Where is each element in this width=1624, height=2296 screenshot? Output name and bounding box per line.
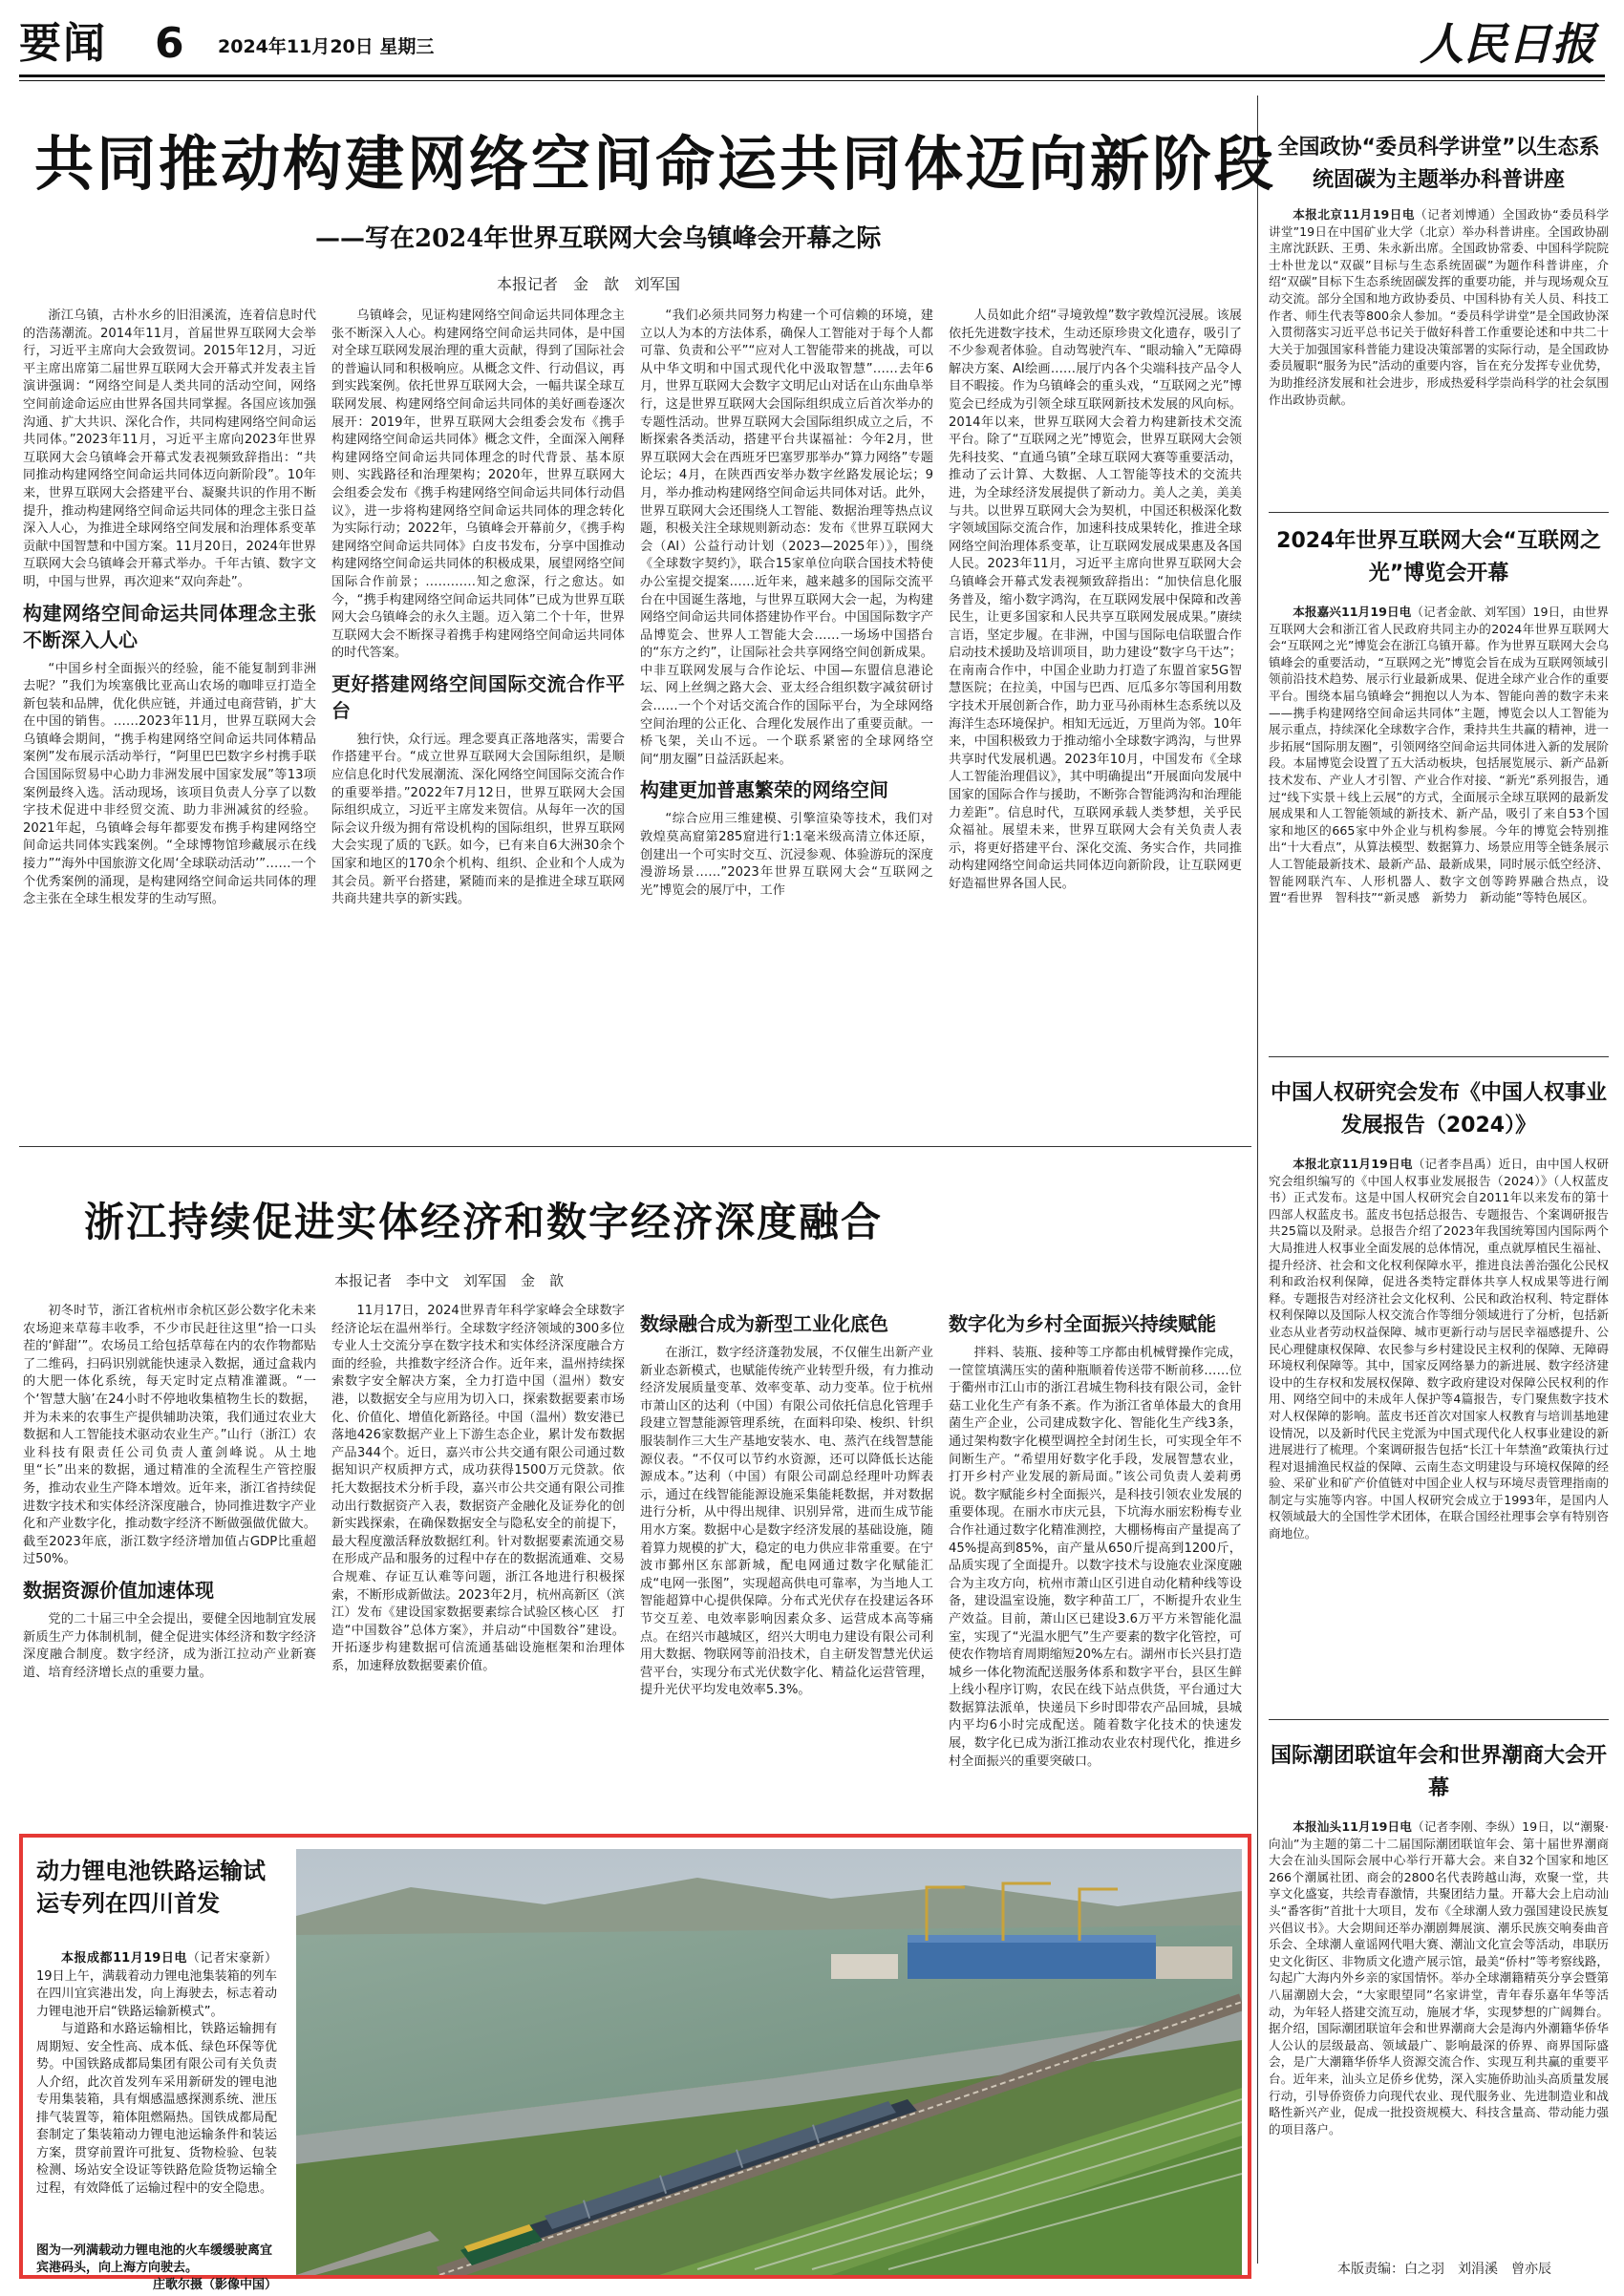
- article2-headline: 浙江持续促进实体经济和数字经济深度融合: [84, 1199, 884, 1245]
- caption-text: 图为一列满载动力锂电池的火车缓缓驶离宜宾港码头，向上海方向驶去。: [36, 2243, 273, 2275]
- paragraph: 与道路和水路运输相比，铁路运输拥有周期短、安全性高、成本低、绿色环保等优势。中国铁路成都局集团有限公司有关负责人介绍，此次首发列车采用新研发的锂电池专用集装箱，具有烟感温感探测系统、泄压排气装置等，箱体阻燃隔热。国铁成都局配套制定了集装箱动力锂电池运输条件和装运方案，贯穿前置许可批复、货物检验、包装检测、场站安全设证等铁路危险货物运输全过程，有效降低了运输过程中的安全隐患。: [36, 2022, 277, 2196]
- right-column-rule: [1269, 1719, 1609, 1720]
- article1-headline: 共同推动构建网络空间命运共同体迈向新阶段: [34, 129, 1277, 199]
- paragraph-text: （记者李刚、李纵）19日，以“潮聚·向汕”为主题的第二十二届国际潮团联谊年会、第十届世界潮商大会在汕头国际会展中心举行开幕大会。来自32个国家和地区266个潮属社团、商会的2800名代表跨越山海，欢聚一堂，共享文化盛宴，共绘青春激情，共聚团结力量。开幕大会上启动汕头“番客街”首批十大项目，发布《全球潮人致力强国建设民族复兴倡议书》。大会期间还举办潮剧舞展演、潮乐民族交响奏曲音乐会、全球潮人童谣网代唱大赛、潮汕文化宣会等活动，串联历史文化街区、非物质文化遗产展示馆，最美“侨村”等考察线路，勾起广大海内外乡亲的家国情怀。举办全球潮籍精英分享会暨第八届潮剧大会，“大家眼望同”名家讲堂，青年春乐嘉年华等活动，为年轻人搭建交流互动，施展才华，实现梦想的广阔舞台。据介绍，国际潮团联谊年会和世界潮商大会是海内外潮籍华侨华人公认的层级最高、领域最广、影响最深的侨界、商界国际盛会，是广大潮籍华侨华人资源交流合作、实现互利共赢的重要平台。近年来，汕头立足侨乡优势，深入实施侨助汕头高质量发展行动，引导侨资侨力向现代农业、现代服务业、先进制造业和战略性新兴产业，促成一批投资规模大、科技含量高、带动能力强的项目落户。: [1269, 1819, 1609, 2137]
- article1-column: [23, 308, 316, 1129]
- paper-logo: 人民日报: [1420, 18, 1595, 70]
- photo-credit: 庄歌尔摄（影像中国）: [152, 2278, 277, 2292]
- paragraph: [36, 1950, 277, 2021]
- paragraph: 乌镇峰会，见证构建网络空间命运共同体理念主张不断深入人心。构建网络空间命运共同体，是中国对全球互联网发展治理的重大贡献，得到了国际社会的普遍认同和积极响应。从概念文件、行动倡议，再到实践案例。依托世界互联网大会，一幅共谋全球互联网发展、构建网络空间命运共同体的美好画卷逐次展开：2019年，世界互联网大会组委会发布《携手构建网络空间命运共同体》概念文件，全面深入阐释构建网络空间命运共同体理念的时代背景、基本原则、实践路径和治理架构；2020年，世界互联网大会组委会发布《携手构建网络空间命运共同体行动倡议》，进一步将构建网络空间命运共同体的理念转化为实际行动；2022年，乌镇峰会开幕前夕，《携手构建网络空间命运共同体》白皮书发布，分享中国推动构建网络空间命运共同体的积极成果，展望网络空间国际合作前景；…………知之愈深，行之愈达。如今，“携手构建网络空间命运共同体”已成为世界互联网大会乌镇峰会的永久主题。迈入第二个十年，世界互联网大会不断探寻着携手构建网络空间命运共同体的时代答案。: [331, 308, 625, 661]
- paragraph: 初冬时节，浙江省杭州市余杭区彭公数字化未来农场迎来草莓丰收季，不少市民赶往这里“拾一口头茬的‘鲜甜’”。农场员工给包括草莓在内的农作物都贴了二维码，扫码识别就能快速录入数据，通过盒栽内的大肥一体化系统，每天定时定点精准灌溉。“一个‘智慧大脑’在24小时不停地收集植物生长的数据，并为未来的农事生产提供辅助决策，我们通过农业大数据和人工智能技术驱动农业生产。”山行（浙江）农业科技有限责任公司负责人董剑峰说。从土地里“长”出来的数据，通过精准的全流程生产管控服务，推动农业生产降本增效。近年来，浙江省持续促进数字技术和实体经济深度融合，协同推进数字产业化和产业数字化，推动数字经济不断做强做优做大。截至2023年底，浙江数字经济增加值占GDP比重超过50%。: [23, 1304, 316, 1567]
- paragraph: 11月17日，2024世界青年科学家峰会全球数字经济论坛在温州举行。全球数字经济领域的300多位专业人士交流分享在数字技术和实体经济深度融合方面的经验，共推数字经济合作。近年来，温州持续探索数字安全解决方案，全力打造中国（温州）数安港，以数据安全与应用为切入口，探索数据要素市场化、价值化、增值化新路径。中国（温州）数安港已落地426家数据产业上下游生态企业，累计发布数据产品344个。近日，嘉兴市公共交通有限公司通过数据知识产权质押方式，成功获得1500万元贷款。依托大数据技术分析手段，嘉兴市公共交通有限公司推动出行数据资产入表，数据资产金融化及证券化的创新实践探索，在确保数据安全与隐私安全的前提下，最大程度激活释放数据红利。针对数据要素流通交易在形成产品和服务的过程中存在的数据流通难、交易合规难、存证互认难等问题，浙江各地进行积极探索，不断形成新做法。2023年2月，杭州高新区（滨江）发布《建设国家数据要素综合试验区核心区 打造“中国数谷”总体方案》，并启动“中国数谷”建设。开拓逐步构建数据可信流通基础设施框架和治理体系，加速释放数据要素价值。: [331, 1304, 625, 1673]
- paragraph: 独行快，众行远。理念要真正落地落实，需要合作搭建平台。“成立世界互联网大会国际组织，是顺应信息化时代发展潮流、深化网络空间国际交流合作的重要举措。”2022年7月12日，世界互联网大会国际组织成立，习近平主席发来贺信。从每年一次的国际会议升级为拥有常设机构的国际组织，世界互联网大会实现了质的飞跃。如今，已有来自6大洲30余个国家和地区的170余个机构、组织、企业和个人成为其会员。新平台搭建，紧随而来的是推进全球互联网共商共建共享的新实践。: [331, 732, 625, 907]
- paragraph: 党的二十届三中全会提出，要健全因地制宜发展新质生产力体制机制，健全促进实体经济和数字经济深度融合制度。数字经济，成为浙江拉动产业新赛道、培育经济增长点的重要力量。: [23, 1611, 316, 1680]
- article2-byline: 本报记者 李中文 刘军国 金 歆: [334, 1272, 565, 1289]
- article2-body: [23, 1303, 1242, 1799]
- article2-column: [640, 1303, 933, 1799]
- masthead-rule-thin: [19, 80, 1605, 81]
- article2-column: [23, 1303, 316, 1799]
- paragraph: 浙江乌镇，古朴水乡的旧泪溪流，连着信息时代的浩荡潮流。2014年11月，首届世界互联网大会举行，习近平主席向大会致贺词。2015年12月，习近平主席出席第二届世界互联网大会开幕式并发表主旨演讲强调：“网络空间是人类共同的活动空间，网络空间前途命运应由世界各国共同掌握。各国应该加强沟通、扩大共识、深化合作，共同构建网络空间命运共同体。”2023年11月，习近平主席向2023年世界互联网大会乌镇峰会开幕式发表视频致辞指出：“共同推动构建网络空间命运共同体迈向新阶段”。10年来，世界互联网大会搭建平台、凝聚共识的作用不断提升，推动构建网络空间命运共同体的理念主张日益深入人心，为推进全球网络空间发展和治理体系变革贡献中国智慧和中国方案。11月20日，2024年世界互联网大会乌镇峰会开幕式举办。千年古镇、数字文明，中国与世界，再次迎来“双向奔赴”。: [23, 308, 316, 589]
- right-article-headline: 2024年世界互联网大会“互联网之光”博览会开幕: [1276, 529, 1601, 585]
- reporter: （记者宋豪新）: [186, 1951, 277, 1966]
- paragraph: 在浙江，数字经济蓬勃发展，不仅催生出新产业新业态新模式，也赋能传统产业转型升级，有力推动经济发展质量变革、效率变革、动力变革。位于杭州市萧山区的达利（中国）有限公司依托信息化管理手段建立智慧能源管理系统，在面料印染、梭织、针织服装制作三大生产基地安装水、电、蒸汽在线智慧能源仪表。“不仅可以节约水资源，还可以降低长达能源成本。”达利（中国）有限公司副总经理叶功辉表示，通过在线智能能源设施采集能耗数据，并对数据进行分析，从中得出规律、识别异常，进而生成节能用水方案。数据中心是数字经济发展的基础设施，随着算力规模的扩大，稳定的电力供应非常重要。在宁波市鄞州区东部新城，配电网通过数字化赋能汇成“电网一张图”，实现超高供电可靠率，为当地人工智能超算中心提供保障。分布式光伏存在投建运各环节交互差、电效率影响因素众多、运营成本高等痛点。在绍兴市越城区，绍兴大明电力建设有限公司利用大数据、物联网等前沿技术，自主研发智慧光伏运营平台，实现分布式光伏数字化、精益化运营管理，提升光伏平均发电效率5.3%。: [640, 1346, 933, 1698]
- article1-subhead: 构建更加普惠繁荣的网络空间: [640, 778, 888, 802]
- train-photo-illustration: [296, 1849, 1242, 2275]
- masthead: [19, 17, 1605, 76]
- paragraph: [1269, 1818, 1609, 2137]
- masthead-rule: [19, 74, 1605, 77]
- right-article-text: [1269, 1156, 1609, 1542]
- paragraph: [1269, 206, 1609, 408]
- article1-column: [331, 308, 625, 1129]
- right-article-text: [1269, 206, 1609, 408]
- right-article-headline: 全国政协“委员科学讲堂”以生态系统固碳为主题举办科普讲座: [1277, 136, 1600, 192]
- article2-column: [331, 1303, 625, 1799]
- photo-news-headline: 动力锂电池铁路运输试运专列在四川首发: [36, 1858, 266, 1917]
- paragraph-text: （记者李昌禹）近日，由中国人权研究会组织编写的《中国人权事业发展报告（2024）》（人权蓝皮书）正式发布。这是中国人权研究会自2011年以来发布的第十四部人权蓝皮书。蓝皮书包括总报告、专题报告、个案调研报告共25篇以及附录。总报告介绍了2023年我国统筹国内国际两个大局推进人权事业全面发展的总体情况，重点就厚植民生福祉、提升经济、社会和文化权利保障水平，推进良法善治强化公民权利和政治权利保障，促进各类特定群体共享人权成果等进行阐释。专题报告对经济社会文化权利、公民和政治权利、特定群体权利保障以及国际人权交流合作等细分领域进行了分析，包括新业态从业者劳动权益保障、城市更新行动与居民幸福感提升、公民心理健康权保障、农民参与乡村建设民主权利的保障、无障碍环境权利保障等。其中，国家反网络暴力的新进展、数字经济建设中的生存权和发展权保障、数字政府建设对保障公民权利的作用、网络空间中的未成年人保护等4篇报告，专门聚焦数字技术对人权保障的影响。蓝皮书还首次对国家人权教育与培训基地建设情况，以及新时代民主党派为中国式现代化人权事业建设的新进展进行了梳理。个案调研报告包括“长江十年禁渔”政策执行过程对退捕渔民权益的保障、云南生态文明建设与环境权保障的经验、采矿业和矿产价值链对中国企业人权与环境尽责管理指南的制定与实施等内容。中国人权研究会成立于1993年，是国内人权领域最大的全国性学术团体，在联合国经社理事会享有特别咨商地位。: [1269, 1157, 1609, 1541]
- dateline: 本报汕头11月19日电: [1293, 1819, 1413, 1834]
- right-article-4: [1269, 1740, 1609, 2137]
- column-divider: [1257, 96, 1258, 2264]
- right-column-rule: [1269, 512, 1609, 513]
- article2-subhead: 数绿融合成为新型工业化底色: [640, 1312, 888, 1335]
- paragraph: “中国乡村全面振兴的经验，能不能复制到非洲去呢？”我们为埃塞俄比亚高山农场的咖啡豆打造全新包装和品牌，优化供应链，并通过电商营销，扩大在中国的销售。……2023年11月，世界互联网大会乌镇峰会期间，“携手构建网络空间命运共同体精品案例”发布展示活动举行，“阿里巴巴数字乡村携手联合国国际贸易中心助力非洲发展中国家发展”等13项案例最终入选。活动现场，该项目负责人分享了以数字技术促进中非经贸交流、助力非洲减贫的经验。2021年起，乌镇峰会每年都要发布携手构建网络空间命运共同体实践案例。“全球博物馆珍藏展示在线接力”“海外中国旅游文化周‘全球联动活动’”……一个个优秀案例的涌现，是构建网络空间命运共同体的理念主张在全球生根发芽的生动写照。: [23, 661, 316, 907]
- section-name: 要闻: [19, 19, 107, 68]
- dateline: 本报北京11月19日电: [1293, 1157, 1413, 1171]
- paragraph: [1269, 1156, 1609, 1542]
- page-number: 6: [155, 19, 184, 68]
- right-article-1: [1269, 132, 1609, 408]
- paragraph-text: （记者刘博通）全国政协“委员科学讲堂”19日在中国矿业大学（北京）举办科普讲座。全国政协副主席沈跃跃、王勇、朱永新出席。全国政协常委、中国科学院院士朴世龙以“双碳”目标与生态系统固碳”为题作科普讲座，介绍“双碳”目标下生态系统固碳发挥的重要功能，并与现场观众互动交流。部分全国和地方政协委员、中国科协有关人员、科技工作者、师生代表等800余人参加。“委员科学讲堂”是全国政协深入贯彻落实习近平总书记关于做好科普工作重要论述和中共二十大关于加强国家科普能力建设决策部署的实际行动，是全国政协委员履职“服务为民”活动的重要内容，旨在充分发挥专业优势，为助推经济发展和社会进步，形成热爱科学崇尚科学的社会氛围作出政协贡献。: [1269, 207, 1609, 407]
- paragraph-text: （记者金歆、刘军国）19日，由世界互联网大会和浙江省人民政府共同主办的2024年世界互联网大会“互联网之光”博览会在浙江乌镇开幕。作为世界互联网大会乌镇峰会的重要活动，“互联网之光”博览会旨在成为互联网领域引领前沿技术趋势、展示行业最新成果、促进全球产业合作的重要平台。围绕本届乌镇峰会“拥抱以人为本、智能向善的数字未来——携手构建网络空间命运共同体”主题，博览会以人工智能为展示重点，持续深化全球数字合作，秉持共生共赢的精神，进一步拓展“国际朋友圈”，引领网络空间命运共同体进入新的发展阶段。本届博览会设置了五大活动板块，包括展览展示、新产品新技术发布、产业人才引智、产业合作对接、“新光”系列报告，通过“线下实景＋线上云展”的方式，全面展示全球互联网的最新发展成果和人工智能领域的新技术、新产品，吸引了来自53个国家和地区的665家中外企业与机构参展。今年的博览会特别推出“十大看点”，从算法模型、数据算力、场景应用等全链条展示人工智能最新技术、最新产品、最新成果，同时展示低空经济、智能网联汽车、人形机器人、数字文创等跨界融合热点，设置“看世界 智科技”“新灵感 新势力 新动能”等特色展区。: [1269, 605, 1609, 905]
- article1-subtitle: ——写在2024年世界互联网大会乌镇峰会开幕之际: [315, 224, 882, 253]
- right-column-rule: [1269, 1056, 1609, 1057]
- article1-column: [949, 308, 1242, 1129]
- right-article-headline: 中国人权研究会发布《中国人权事业发展报告（2024）》: [1270, 1081, 1607, 1137]
- page-editor-credit: 本版责编：白之羽 刘涓溪 曾亦辰: [1337, 2262, 1551, 2277]
- right-article-text: [1269, 1818, 1609, 2137]
- issue-date: 2024年11月20日 星期三: [218, 36, 435, 57]
- article1-column: [640, 308, 933, 1129]
- dateline: 本报成都11月19日电: [61, 1951, 187, 1966]
- paragraph: [1269, 604, 1609, 906]
- article1-subhead: 更好搭建网络空间国际交流合作平台: [331, 671, 625, 722]
- paragraph: “综合应用三维建模、引擎渲染等技术，我们对敦煌莫高窟第285窟进行1:1毫米级高清立体还原，创建出一个可实时交互、沉浸参观、体验游玩的深度漫游场景……”2023年世界互联网大会“互联网之光”博览会的展厅中，工作: [640, 812, 933, 898]
- photo-caption: [36, 2243, 277, 2294]
- dateline: 本报嘉兴11月19日电: [1293, 605, 1412, 619]
- right-article-text: [1269, 604, 1609, 906]
- paragraph: 拌料、装瓶、接种等工序都由机械臂操作完成，一筐筐填满压实的菌种瓶顺着传送带不断前移……位于衢州市江山市的浙江君城生物科技有限公司，金针菇工业化生产有条不紊。作为浙江省单体最大的食用菌生产企业，公司建成数字化、智能化生产线3条，通过架构数字化模型调控全封闭生长，可实现全年不间断生产。“希望用好数字化手段，发展智慧农业，打开乡村产业发展的新局面。”该公司负责人姜莉勇说。数字赋能乡村全面振兴，是科技引领农业发展的重要体现。在丽水市庆元县，下坑海水丽宏粉梅专业合作社通过数字化精准测控，大棚杨梅亩产量提高了45%提高到85%，亩产量从650斤提高到1200斤，品质实现了全面提升。以数字技术与设施农业深度融合为主攻方向，杭州市萧山区引进自动化精种线等设备，建设温室设施，数字种苗工厂，不断提升农业生产效益。目前，萧山区已建设3.6万平方米智能化温室，实现了“光温水肥气”生产要素的数字化管控，可使农作物培育周期缩短20%左右。湖州市长兴县打造城乡一体化物流配送服务体系和数字平台，县区生鲜上线小程序订购，农民在线下站点供货，平台通过大数据算法派单，快递员下乡时即带农产品回城，县城内平均6小时完成配送。随着数字化技术的快速发展，数字化已成为浙江推动农业农村现代化，推进乡村全面振兴的重要突破口。: [949, 1346, 1242, 1769]
- article2-column: [949, 1303, 1242, 1799]
- paragraph: 人员如此介绍“寻境敦煌”数字敦煌沉浸展。该展依托先进数字技术，生动还原珍贵文化遗存，吸引了不少参观者体验。自动驾驶汽车、“眼动输入”无障碍解决方案、AI绘画……展厅内各个尖端科技产品令人目不暇接。作为乌镇峰会的重头戏，“互联网之光”博览会已经成为引领全球互联网新技术发展的风向标。2014年以来，世界互联网大会着力构建新技术交流平台。除了“互联网之光”博览会，世界互联网大会领先科技奖、“直通乌镇”全球互联网大赛等重要活动，推动了云计算、大数据、人工智能等技术的交流共进，为全球经济发展提供了新动力。美人之美，美美与共。以世界互联网大会为契机，中国还积极深化数字领域国际交流合作，加速科技成果转化，推进全球网络空间治理体系变革，让互联网发展成果惠及各国人民。2023年11月，习近平主席向世界互联网大会乌镇峰会开幕式发表视频致辞指出：“加快信息化服务普及，缩小数字鸿沟，在互联网发展中保障和改善民生，让更多国家和人民共享互联网发展成果。”赓续言语，坚定步履。在非洲，中国与国际电信联盟合作启动技术援助及培训项目，助力建设“数字乌干达”；在南南合作中，中国企业助力打造了东盟首家5G智慧医院；在拉美，中国与巴西、厄瓜多尔等国利用数字技术开展创新合作，助力亚马孙雨林生态系统以及海洋生态环境保护。相知无远近，万里尚为邻。10年来，中国积极致力于推动缩小全球数字鸿沟，与世界共享时代发展机遇。2023年10月，中国发布《全球人工智能治理倡议》，其中明确提出“开展面向发展中国家的国际合作与援助，不断弥合智能鸿沟和治理能力差距”。信息时代，互联网承载人类梦想，关乎民众福祉。展望未来，世界互联网大会有关负责人表示，将更好搭建平台、深化交流、务实合作，共同推动构建网络空间命运共同体迈向新阶段，让互联网更好造福世界各国人民。: [949, 308, 1242, 891]
- article2-subhead: 数据资源价值加速体现: [23, 1578, 214, 1602]
- train-photo: [296, 1849, 1242, 2275]
- photo-news-text: [36, 1950, 277, 2198]
- paragraph-text: 19日上午，满载着动力锂电池集装箱的列车在四川宜宾港出发，向上海驶去，标志着动力锂电池开启“铁路运输新模式”。: [36, 1968, 277, 2019]
- article2-subhead: 数字化为乡村全面振兴持续赋能: [949, 1312, 1216, 1335]
- dateline: 本报北京11月19日电: [1293, 207, 1415, 222]
- photo-news-box: [19, 1834, 1251, 2292]
- article1-subhead: 构建网络空间命运共同体理念主张不断深入人心: [23, 601, 316, 651]
- right-article-headline: 国际潮团联谊年会和世界潮商大会开幕: [1270, 1744, 1607, 1800]
- article1-body: [23, 308, 1242, 1129]
- paragraph: “我们必须共同努力构建一个可信赖的环境，建立以人为本的方法体系，确保人工智能对于每个人都可靠、负责和公平”“应对人工智能带来的挑战，可以从中华文明和中国式现代化中汲取智慧”……去年6月，世界互联网大会数字文明尼山对话在山东曲阜举行，这是世界互联网大会国际组织成立后首次举办的专题性活动。世界互联网大会国际组织成立之后，不断探索各类活动，搭建平台共谋福祉：今年2月，世界互联网大会在西班牙巴塞罗那举办“算力网络”专题论坛；4月，在陕西西安举办数字丝路发展论坛；9月，举办推动构建网络空间命运共同体对话。此外，世界互联网大会还围绕人工智能、数据治理等热点议题，积极关注全球规则新动态：发布《世界互联网大会（AI）公益行动计划（2023—2025年）》，围绕《全球数字契约》，联合15家单位向联合国技术特使办公室提交提案……近年来，越来越多的国际交流平台在中国诞生落地，与世界互联网大会一起，为构建网络空间命运共同体搭建协作平台。中国国际数字产品博览会、世界人工智能大会……一场场中国搭台的“东方之约”，让国际社会共享网络空间创新成果。中非互联网发展与合作论坛、中国—东盟信息港论坛、网上丝绸之路大会、亚太经合组织数字减贫研讨会……一个个对话交流合作的国际平台，为全球网络空间治理的公正化、合理化发展作出了重要贡献。一桥飞架，关山不远。一个联系紧密的全球网络空间“朋友圈”日益活跃起来。: [640, 308, 933, 767]
- right-article-3: [1269, 1077, 1609, 1542]
- right-article-2: [1269, 525, 1609, 906]
- article1-byline: 本报记者 金 歆 刘军国: [497, 275, 681, 293]
- section-divider: [19, 1146, 1251, 1147]
